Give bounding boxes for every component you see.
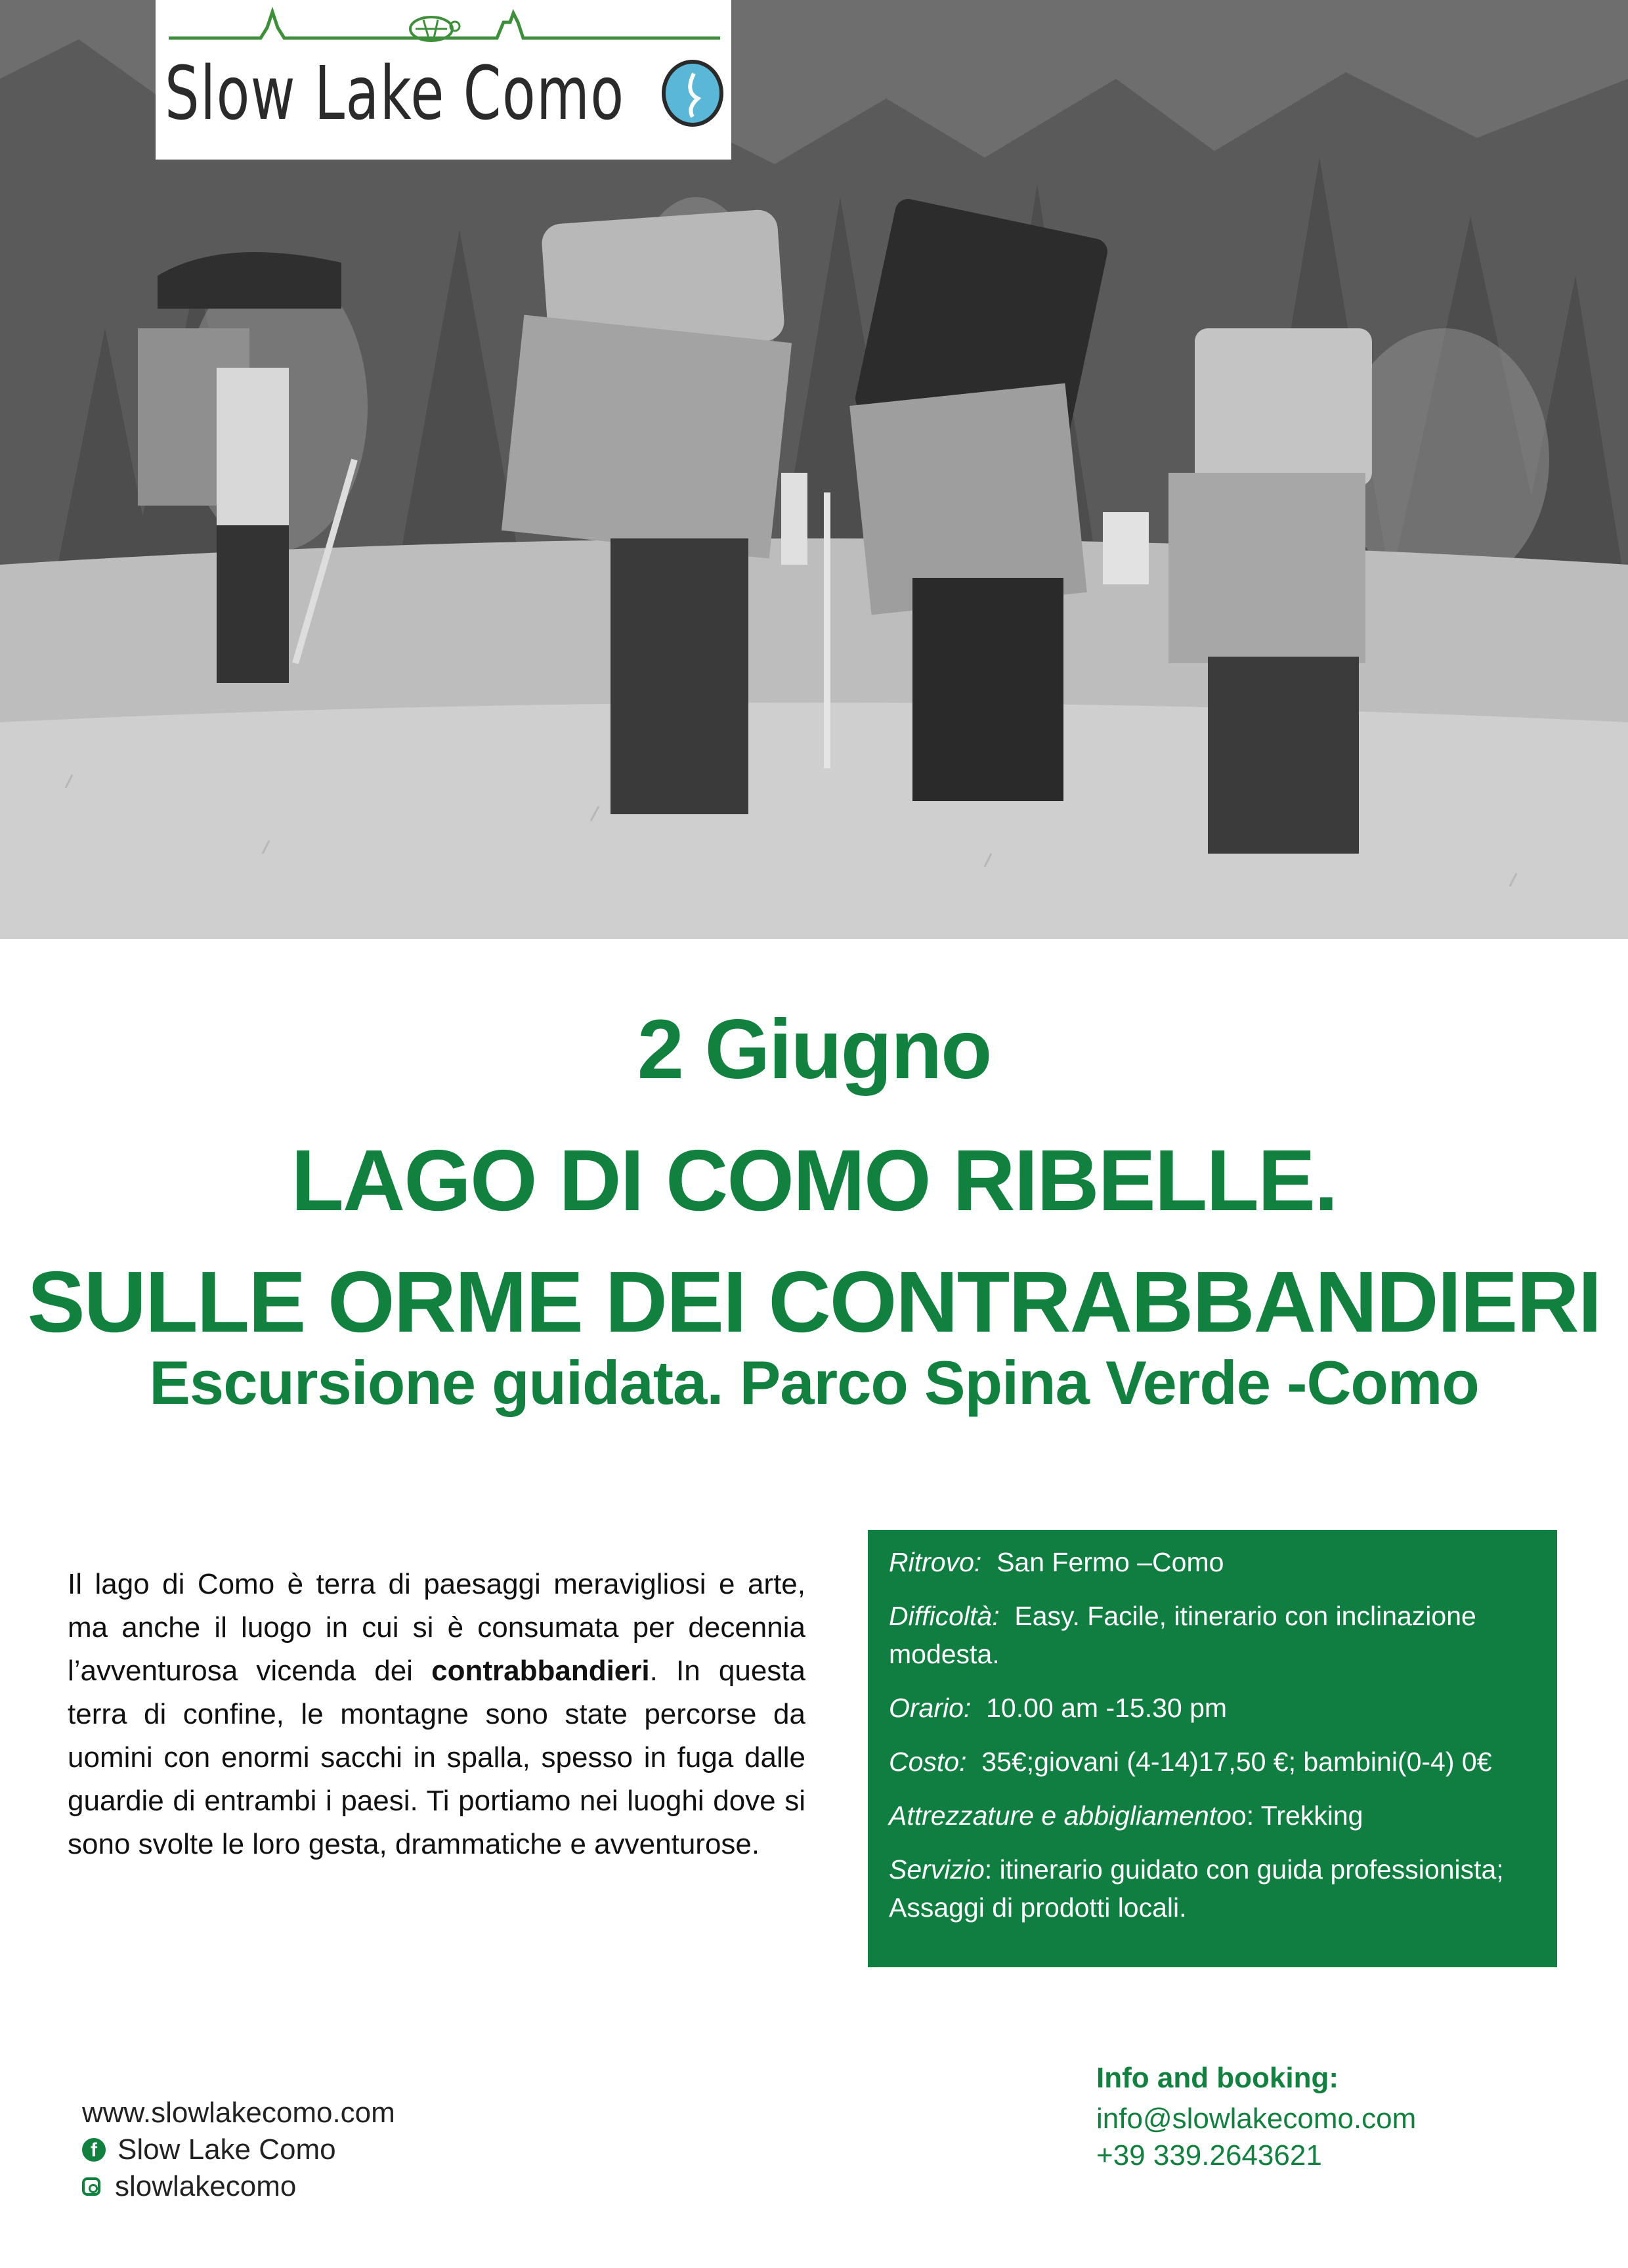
info-costo-label: Costo: [889,1747,967,1777]
info-costo [889,1743,1537,1781]
event-subtitle: Escursione guidata. Parco Spina Verde -Como [149,1348,1479,1417]
instagram-link[interactable] [82,2168,395,2205]
info-ritrovo-label: Ritrovo: [889,1547,982,1577]
logo-wordmark: Slow Lake Como [165,51,625,137]
booking-email[interactable]: info@slowlakecomo.com [1096,2103,1417,2135]
description-highlight: contrabbandieri [431,1655,650,1687]
info-ritrovo-value: San Fermo –Como [996,1547,1224,1577]
booking-info [1096,2062,1416,2176]
facebook-link[interactable] [82,2131,395,2168]
info-attrezzature-value: o: Trekking [1231,1800,1363,1831]
instagram-icon [82,2177,100,2196]
instagram-label: slowlakecomo [115,2170,297,2202]
event-description [68,1563,805,1866]
info-attrezzature [889,1797,1537,1835]
event-date: 2 Giugno [637,1003,991,1097]
info-orario-label: Orario: [889,1693,972,1723]
description-part-2: . In questa terra di confine, le montagne sono state percorse da uomini con enormi sacchi in spalla, spesso in fuga dalle guardie di entrambi i paesi. Ti portiamo nei luoghi dove si sono svolte le loro gesta, drammatiche e avventurose. [68,1655,805,1860]
info-difficolta-label: Difficoltà: [889,1601,1000,1631]
info-servizio [889,1850,1537,1927]
facebook-icon: f [82,2138,106,2162]
info-difficolta-value: Easy. Facile, itinerario con inclinazione modesta. [889,1601,1476,1669]
description-part-1: Il lago di Como è terra di paesaggi meravigliosi e arte, ma anche il luogo in cui si è consumata per decennia l’avventurosa vicenda dei [68,1568,805,1687]
website-link[interactable]: www.slowlakecomo.com [82,2097,395,2129]
facebook-label: Slow Lake Como [118,2133,336,2166]
brand-logo [156,0,731,160]
booking-phone[interactable]: +39 339.2643621 [1096,2139,1322,2171]
info-orario [889,1689,1537,1727]
info-difficolta [889,1597,1537,1673]
info-attrezzature-label: Attrezzature e abbigliamento [889,1800,1232,1831]
info-servizio-value: : itinerario guidato con guida professionista; Assaggi di prodotti locali. [889,1854,1504,1923]
event-info-box [868,1530,1557,1967]
info-orario-value: 10.00 am -15.30 pm [986,1693,1228,1723]
info-servizio-label: Servizio [889,1854,985,1885]
info-ritrovo [889,1543,1537,1581]
booking-label: Info and booking: [1096,2062,1339,2094]
social-links [82,2095,395,2205]
event-title-line-2: SULLE ORME DEI CONTRABBANDIERI [27,1254,1601,1350]
event-title-line-1: LAGO DI COMO RIBELLE. [291,1132,1337,1229]
info-costo-value: 35€;giovani (4-14)17,50 €; bambini(0-4) 0€ [981,1747,1492,1777]
